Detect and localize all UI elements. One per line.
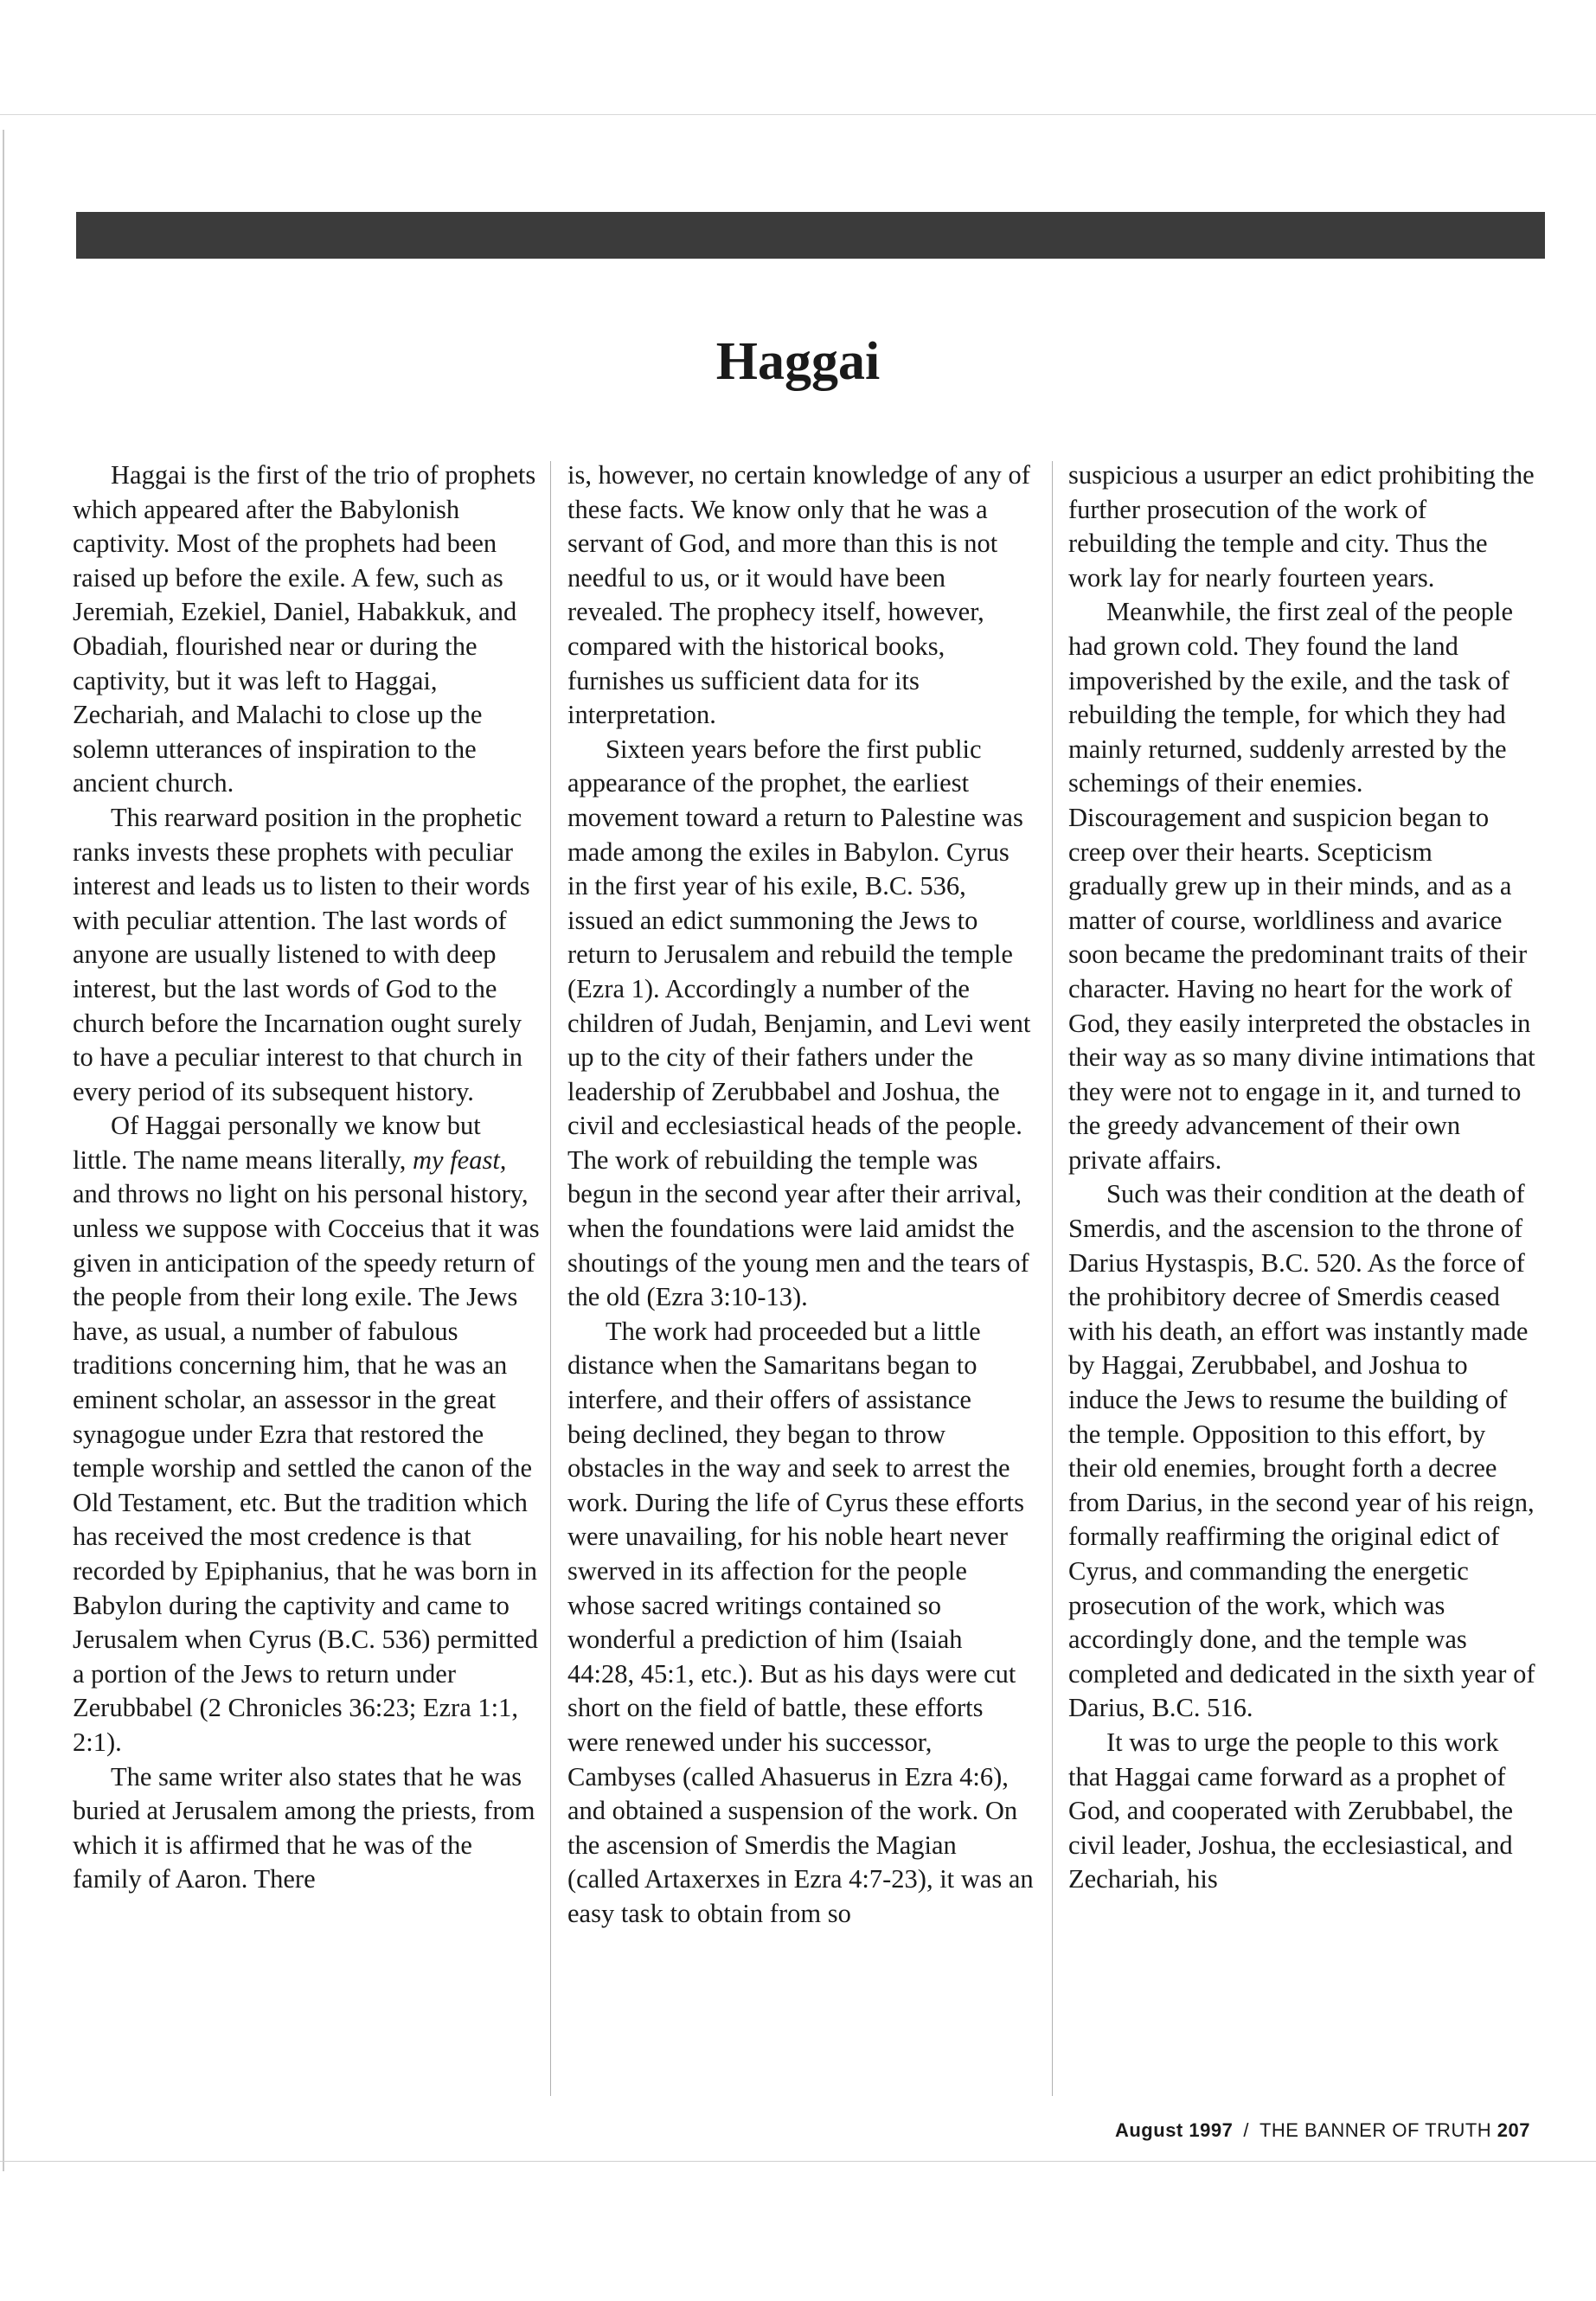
article-column-2 xyxy=(567,458,1035,1932)
article-column-1 xyxy=(73,458,540,1897)
paragraph-continued: suspicious a usurper an edict prohibiting the further prosecution of the work of rebuilding the temple and city. Thus the work lay for nearly fourteen years. xyxy=(1068,460,1535,593)
footer-separator: / xyxy=(1243,2119,1249,2141)
emphasized-text: my feast, xyxy=(413,1144,507,1175)
footer-publication: THE BANNER OF TRUTH xyxy=(1259,2119,1492,2141)
paragraph: Meanwhile, the first zeal of the people had grown cold. They found the land impoverished by the exile, and the task of rebuilding the temple, for which they had mainly returned, suddenly arrested by the schemings of their enemies. Discouragement and suspicion began to creep over their hearts. Scepticism gradually grew up in their minds, and as a matter of course, worldliness and avarice soon became the predominant traits of their character. Having no heart for the work of God, they easily interpreted the obstacles in their way as so many divine intimations that they were not to engage in it, and turned to the greedy advancement of their own private affairs. xyxy=(1068,597,1535,1175)
top-scan-rule xyxy=(0,114,1596,115)
article-title: Haggai xyxy=(715,332,881,391)
paragraph: Sixteen years before the first public appearance of the prophet, the earliest movement toward a return to Palestine was made among the exiles in Babylon. Cyrus in the first year of his exile, B.C. 536, issued an edict summoning the Jews to return to Jerusalem and rebuild the temple (Ezra 1). Accordingly a number of the children of Judah, Benjamin, and Levi went up to the city of their fathers under the leadership of Zerubbabel and Joshua, the civil and ecclesiastical heads of the people. The work of rebuilding the temple was begun in the second year after their arrival, when the foundations were laid amidst the shoutings of the young men and the tears of the old (Ezra 3:10-13). xyxy=(567,734,1031,1312)
left-page-edge xyxy=(3,130,4,2171)
bottom-scan-rule xyxy=(0,2161,1596,2162)
article-column-3 xyxy=(1068,458,1535,1897)
footer-date: August 1997 xyxy=(1114,2119,1234,2141)
paragraph: The work had proceeded but a little distance when the Samaritans began to interfere, and their offers of assistance being declined, they began to throw obstacles in the way and seek to arrest the work. During the life of Cyrus these efforts were unavailing, for his noble heart never swerved in its affection for the people whose sacred writings contained so wonderful a prediction of him (Isaiah 44:28, 45:1, etc.). But as his days were cut short on the field of battle, these efforts were renewed under his successor, Cambyses (called Ahasuerus in Ezra 4:6), and obtained a suspension of the work. On the ascension of Smerdis the Magian (called Artaxerxes in Ezra 4:7-23), it was an easy task to obtain from so xyxy=(567,1316,1034,1928)
paragraph-continued: is, however, no certain knowledge of any of these facts. We know only that he was a servant of God, and more than this is not needful to us, or it would have been revealed. The prophecy itself, however, compared with the historical books, furnishes us sufficient data for its interpretation. xyxy=(567,460,1030,730)
paragraph: This rearward position in the prophetic ranks invests these prophets with peculiar interest and leads us to listen to their words with peculiar attention. The last words of anyone are usually listened to with deep interest, but the last words of God to the church before the Incarnation ought surely to have a peculiar interest to that church in every period of its subsequent history. xyxy=(73,802,530,1106)
paragraph-text: Of Haggai personally we know but little. The name means literally, xyxy=(73,1111,481,1175)
paragraph xyxy=(73,1109,540,1759)
column-divider-2 xyxy=(1052,461,1053,2096)
paragraph: Haggai is the first of the trio of prophets which appeared after the Babylonish captivity. Most of the prophets had been raised up before the exile. A few, such as Jeremiah, Ezekiel, Daniel, Habakkuk, and Obadiah, flourished near or during the captivity, but it was left to Haggai, Zechariah, and Malachi to close up the solemn utterances of inspiration to the ancient church. xyxy=(73,460,536,798)
column-divider-1 xyxy=(550,461,551,2096)
paragraph: Such was their condition at the death of Smerdis, and the ascension to the throne of Darius Hystaspis, B.C. 520. As the force of the prohibitory decree of Smerdis ceased with his death, an effort was instantly made by Haggai, Zerubbabel, and Joshua to induce the Jews to resume the building of the temple. Opposition to this effort, by their old enemies, brought forth a decree from Darius, in the second year of his reign, formally reaffirming the original edict of Cyrus, and commanding the energetic prosecution of the work, which was accordingly done, and the temple was completed and dedicated in the sixth year of Darius, B.C. 516. xyxy=(1068,1179,1535,1723)
paragraph: It was to urge the people to this work that Haggai came forward as a prophet of God, and cooperated with Zerubbabel, the civil leader, Joshua, the ecclesiastical, and Zechariah, his xyxy=(1068,1727,1514,1894)
footer-page-number: 207 xyxy=(1497,2119,1530,2141)
page-footer xyxy=(1115,2119,1530,2142)
paragraph-text: and throws no light on his personal history, unless we suppose with Cocceius that it was given in anticipation of the speedy return of the people from their long exile. The Jews have, as usual, a number of fabulous traditions concerning him, that he was an eminent scholar, an assessor in the great synagogue under Ezra that restored the temple worship and settled the canon of the Old Testament, etc. But the tradition which has received the most credence is that recorded by Epiphanius, that he was born in Babylon during the captivity and came to Jerusalem when Cyrus (B.C. 536) permitted a portion of the Jews to return under Zerubbabel (2 Chronicles 36:23; Ezra 1:1, 2:1). xyxy=(73,1179,540,1757)
paragraph: The same writer also states that he was buried at Jerusalem among the priests, from which it is affirmed that he was of the family of Aaron. There xyxy=(73,1761,535,1894)
header-banner-bar xyxy=(76,212,1545,259)
